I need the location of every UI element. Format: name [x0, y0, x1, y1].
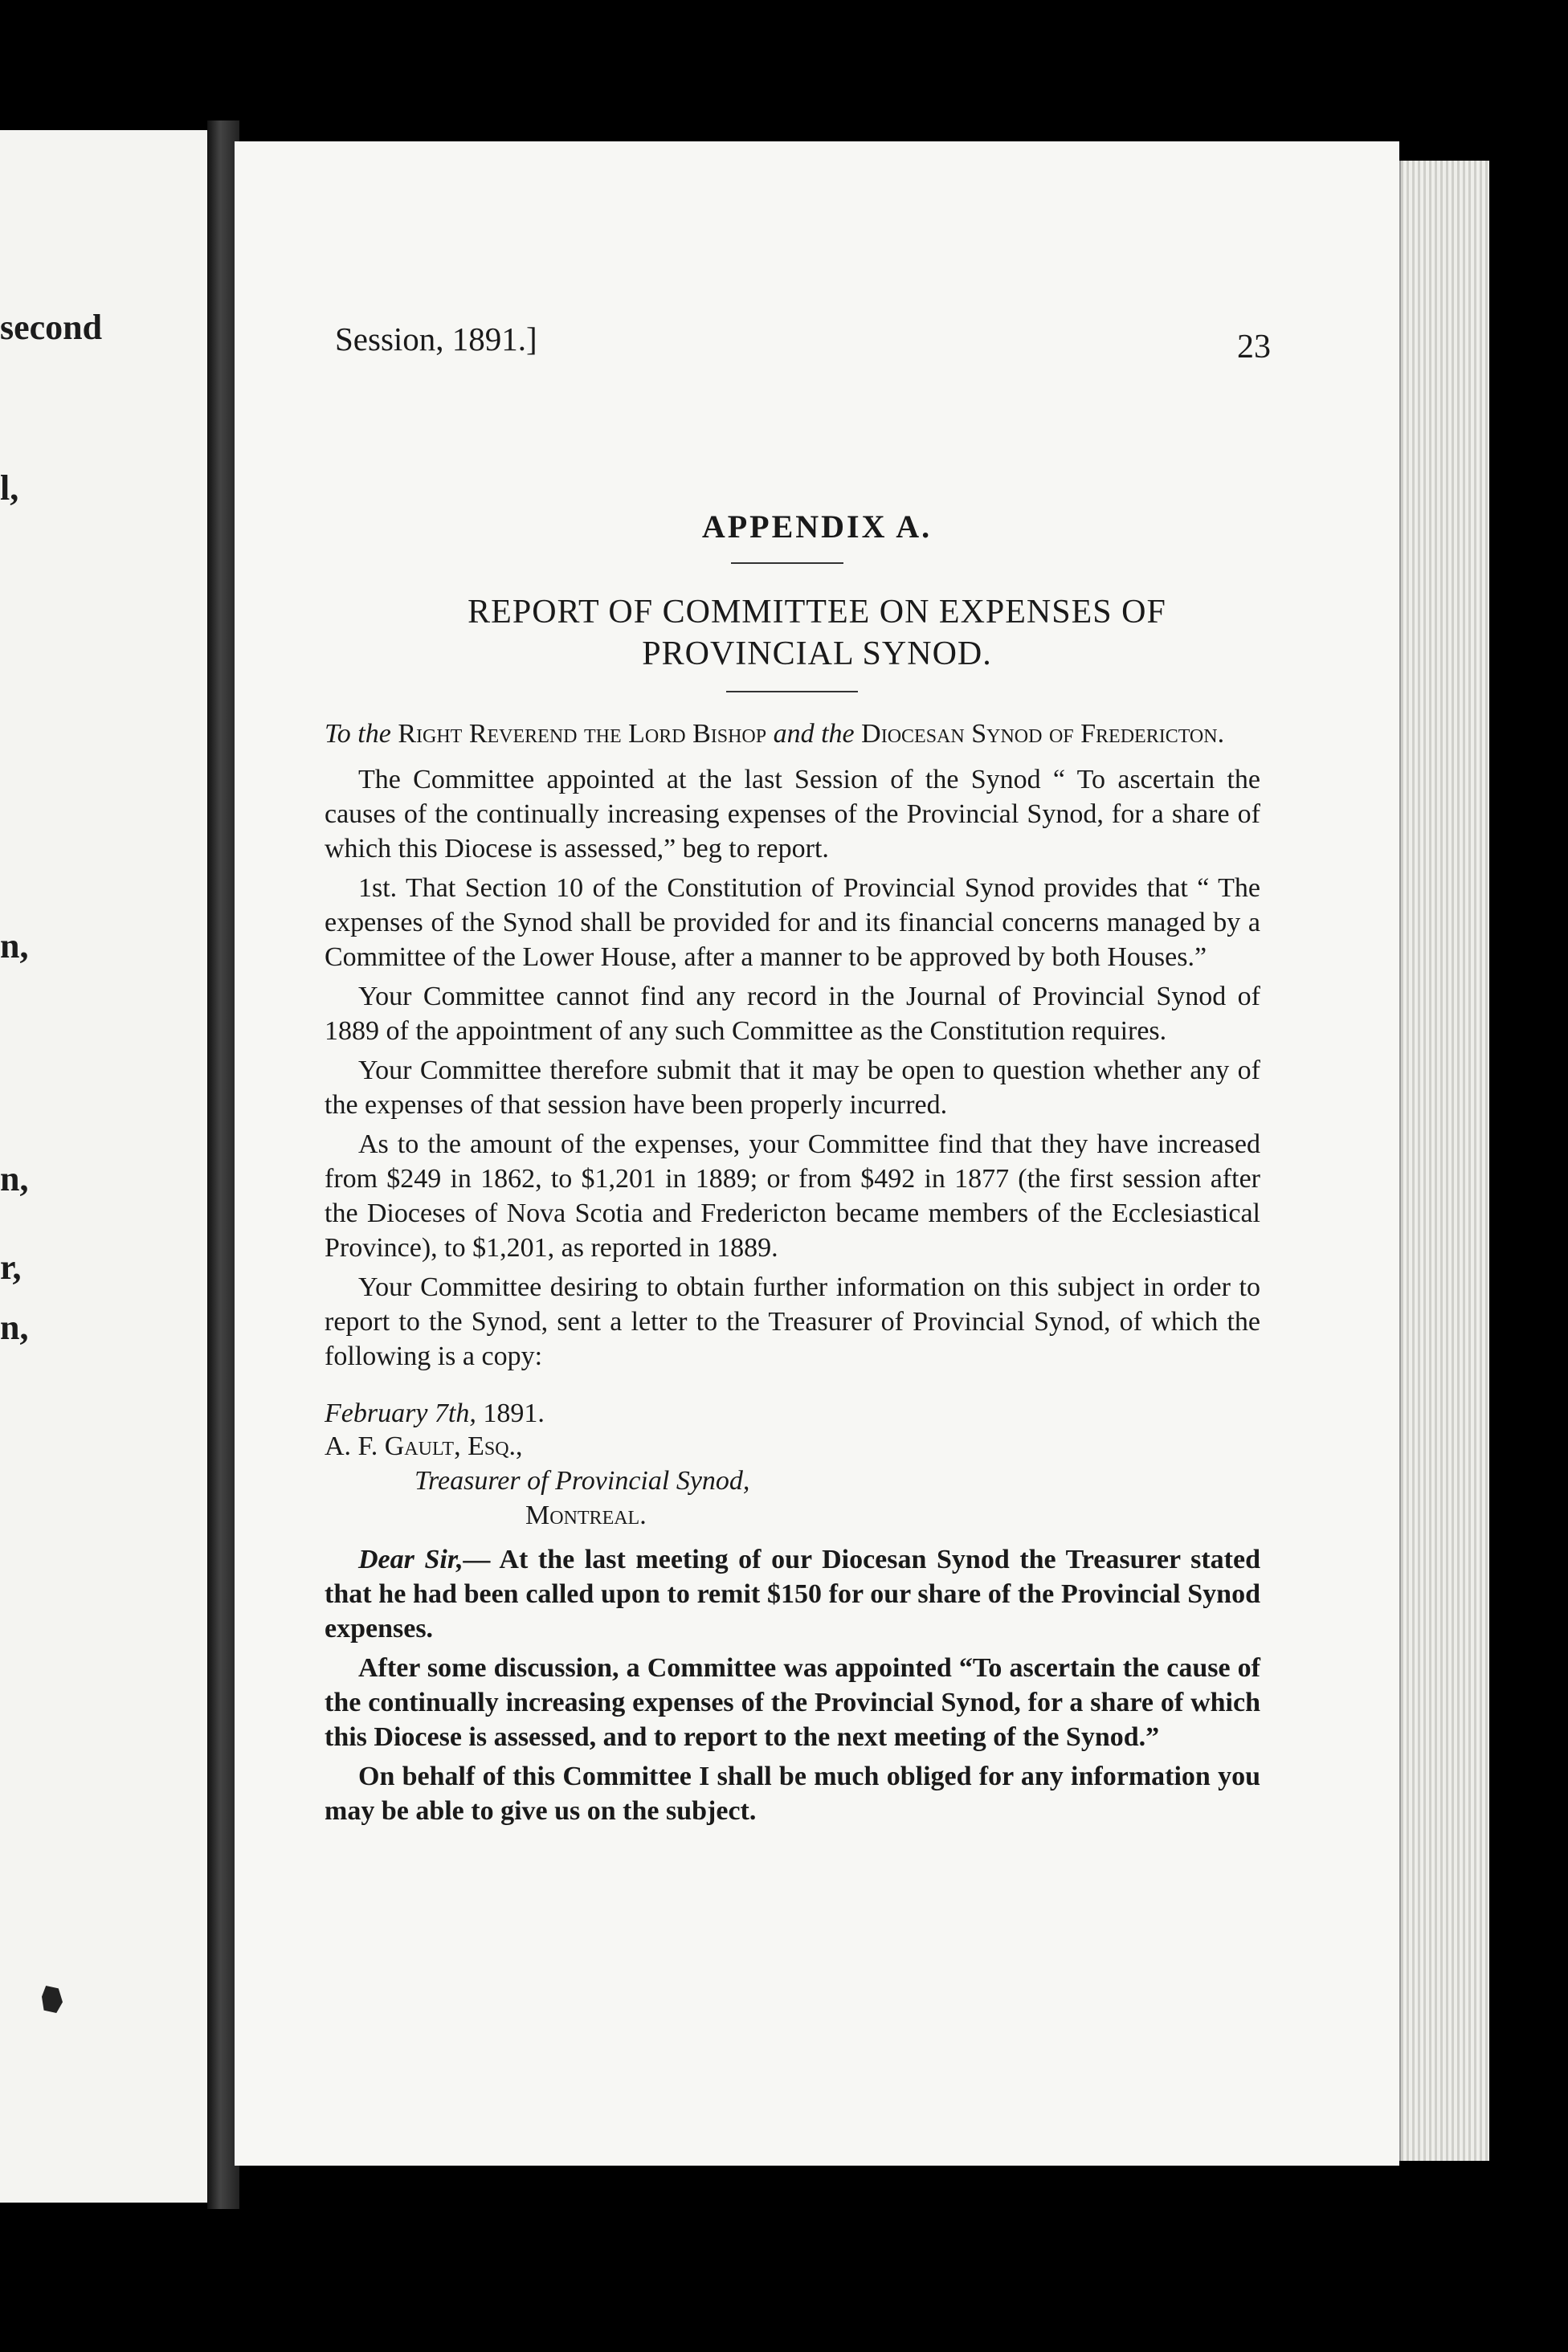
addressee-title-text: Treasurer of Provincial Synod,	[414, 1466, 750, 1496]
letter-paragraph: After some discussion, a Committee was appointed “To ascertain the cause of the continually increasing expenses of the Provincial Synod, for a share of which this Diocese is assessed, and to report to the next meeting of the Synod.”	[325, 1653, 1260, 1752]
heading-rule	[731, 562, 843, 564]
letter-greeting: Dear Sir,—	[358, 1545, 491, 1574]
facing-page-text: n,	[0, 1308, 29, 1347]
addressee-city-text: Montreal.	[525, 1501, 647, 1530]
ink-mark	[42, 1986, 63, 2013]
report-body	[325, 717, 1260, 1833]
letter-paragraph-text: At the last meeting of our Diocesan Synod the Treasurer stated that he had been called upon to remit $150 for our share of the Provincial Synod expenses.	[325, 1545, 1261, 1644]
letter-addressee-title	[325, 1464, 1260, 1498]
salutation-bishop: Right Reverend the Lord Bishop	[398, 719, 767, 749]
letter-date-month: February 7th,	[325, 1399, 476, 1428]
title-rule	[726, 691, 858, 692]
page-number: 23	[1237, 329, 1271, 365]
running-head-session: Session, 1891.]	[335, 321, 537, 357]
salutation-synod: Diocesan Synod of Fredericton.	[861, 719, 1225, 749]
report-paragraph: As to the amount of the expenses, your Committee find that they have increased from $249 in 1862, to $1,201 in 1889; or from $492 in 1877 (the first session after the Dioceses of Nova Scotia and Fredericton became members of the Ecclesiastical Province), to $1,201, as reported in 1889.	[325, 1129, 1260, 1263]
salutation-the: the	[821, 719, 855, 749]
report-paragraph: 1st. That Section 10 of the Constitution of Provincial Synod provides that “ The expenses of the Synod shall be provided for and its financial concerns managed by a Committee of the Lower House, after a manner to be approved by both Houses.”	[325, 873, 1260, 972]
letter-date	[325, 1396, 1260, 1431]
facing-page-text: second	[0, 308, 103, 347]
report-paragraph: Your Committee therefore submit that it may be open to question whether any of the expenses of that session have been properly incurred.	[325, 1056, 1260, 1120]
letter-paragraph	[325, 1542, 1260, 1646]
letter-date-year: 1891.	[483, 1399, 545, 1428]
facing-page-text: n,	[0, 926, 29, 966]
salutation	[325, 717, 1260, 751]
letter-body	[325, 1542, 1260, 1828]
page-edges	[1399, 161, 1489, 2161]
report-paragraph: The Committee appointed at the last Session of the Synod “ To ascertain the causes of the continually increasing expenses of the Provincial Synod, for a share of which this Diocese is assessed,” beg to report.	[325, 765, 1260, 864]
book-page	[235, 141, 1399, 2166]
salutation-and: and	[773, 719, 815, 749]
report-title	[283, 591, 1351, 675]
report-title-line: REPORT OF COMMITTEE ON EXPENSES OF	[468, 594, 1166, 631]
facing-page-text: l,	[0, 468, 19, 508]
appendix-heading: APPENDIX A.	[701, 508, 933, 545]
letter-addressee-city	[325, 1498, 1260, 1533]
facing-page-text: r,	[0, 1247, 22, 1287]
report-paragraph: Your Committee cannot find any record in the Journal of Provincial Synod of 1889 of the appointment of any such Committee as the Constitution requires.	[325, 982, 1260, 1046]
salutation-to: To the	[325, 719, 391, 749]
report-title-line: PROVINCIAL SYNOD.	[642, 635, 992, 672]
facing-page	[0, 130, 207, 2203]
letter-paragraph: On behalf of this Committee I shall be much obliged for any information you may be able to give us on the subject.	[325, 1762, 1260, 1826]
letter-addressee-name	[325, 1429, 1260, 1464]
report-paragraph: Your Committee desiring to obtain further information on this subject in order to report to the Synod, sent a letter to the Treasurer of Provincial Synod, of which the following is a copy:	[325, 1272, 1260, 1371]
addressee-name-text: A. F. Gault, Esq.,	[325, 1431, 523, 1461]
facing-page-text: n,	[0, 1159, 29, 1198]
